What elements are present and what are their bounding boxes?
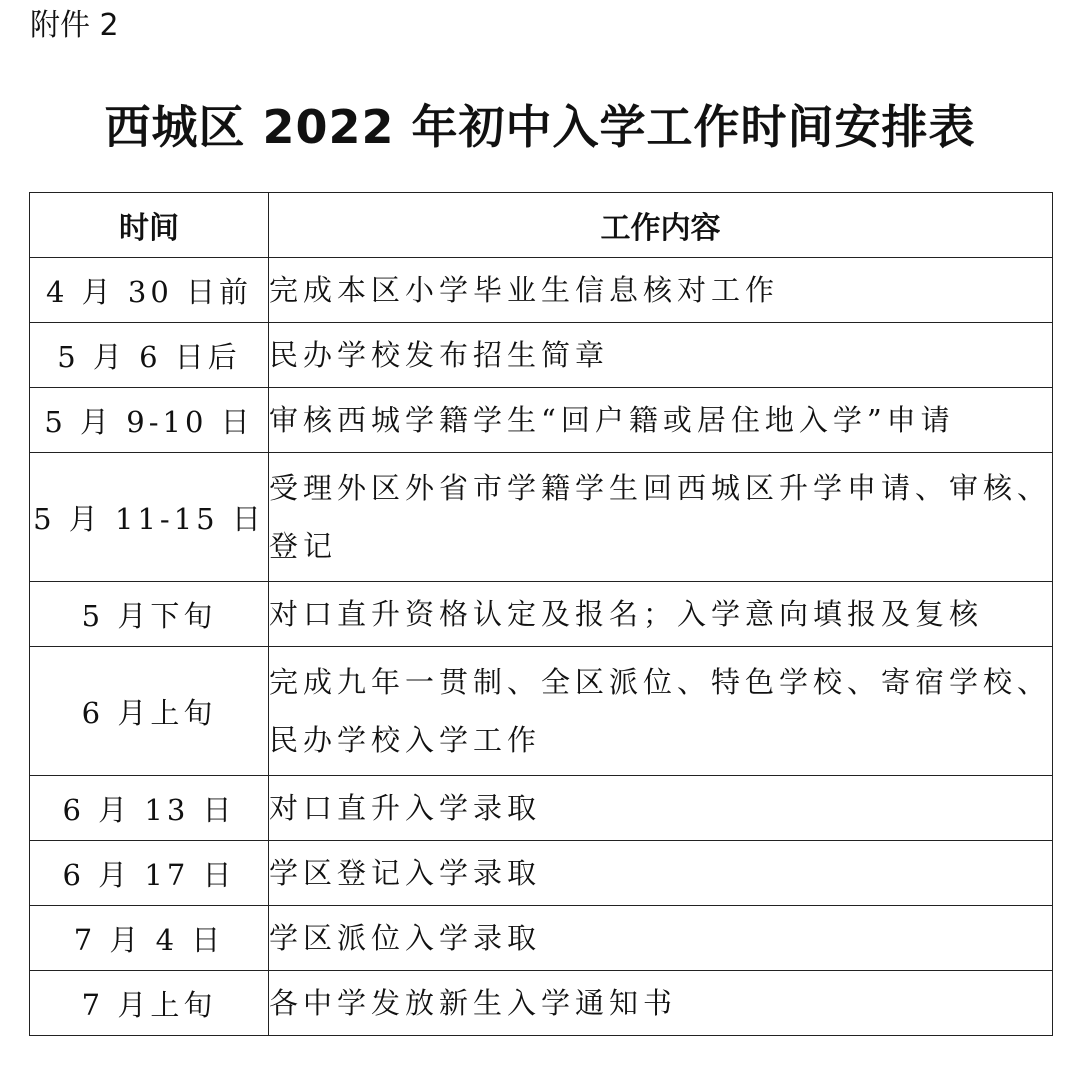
header-time: 时间: [30, 193, 269, 258]
row-content: 对口直升入学录取: [269, 776, 1053, 841]
table-row: [30, 582, 1053, 647]
row-time: 7 月上旬: [30, 971, 269, 1036]
table-row: [30, 906, 1053, 971]
row-content: 民办学校发布招生简章: [269, 323, 1053, 388]
table-row: [30, 453, 1053, 582]
row-content: 对口直升资格认定及报名；入学意向填报及复核: [269, 582, 1053, 647]
page-title: 西城区 2022 年初中入学工作时间安排表: [104, 100, 976, 154]
row-content: 各中学发放新生入学通知书: [269, 971, 1053, 1036]
table-row: [30, 841, 1053, 906]
row-time: 6 月 13 日: [30, 776, 269, 841]
row-content: 受理外区外省市学籍学生回西城区升学申请、审核、登记: [269, 453, 1053, 582]
row-time: 6 月上旬: [30, 647, 269, 776]
attachment-label: 附件 2: [30, 8, 119, 43]
schedule-table: [29, 192, 1053, 1036]
table-row: [30, 323, 1053, 388]
row-time: 4 月 30 日前: [30, 258, 269, 323]
table-row: [30, 971, 1053, 1036]
header-content: 工作内容: [269, 193, 1053, 258]
row-content: 学区派位入学录取: [269, 906, 1053, 971]
row-time: 7 月 4 日: [30, 906, 269, 971]
row-time: 5 月 11-15 日: [30, 453, 269, 582]
table-row: [30, 647, 1053, 776]
table-header-row: [30, 193, 1053, 258]
row-time: 5 月下旬: [30, 582, 269, 647]
table-row: [30, 776, 1053, 841]
row-content: 完成本区小学毕业生信息核对工作: [269, 258, 1053, 323]
table-row: [30, 258, 1053, 323]
row-content: 完成九年一贯制、全区派位、特色学校、寄宿学校、民办学校入学工作: [269, 647, 1053, 776]
row-content: 学区登记入学录取: [269, 841, 1053, 906]
table-row: [30, 388, 1053, 453]
row-time: 5 月 9-10 日: [30, 388, 269, 453]
row-time: 5 月 6 日后: [30, 323, 269, 388]
row-time: 6 月 17 日: [30, 841, 269, 906]
row-content: 审核西城学籍学生“回户籍或居住地入学”申请: [269, 388, 1053, 453]
